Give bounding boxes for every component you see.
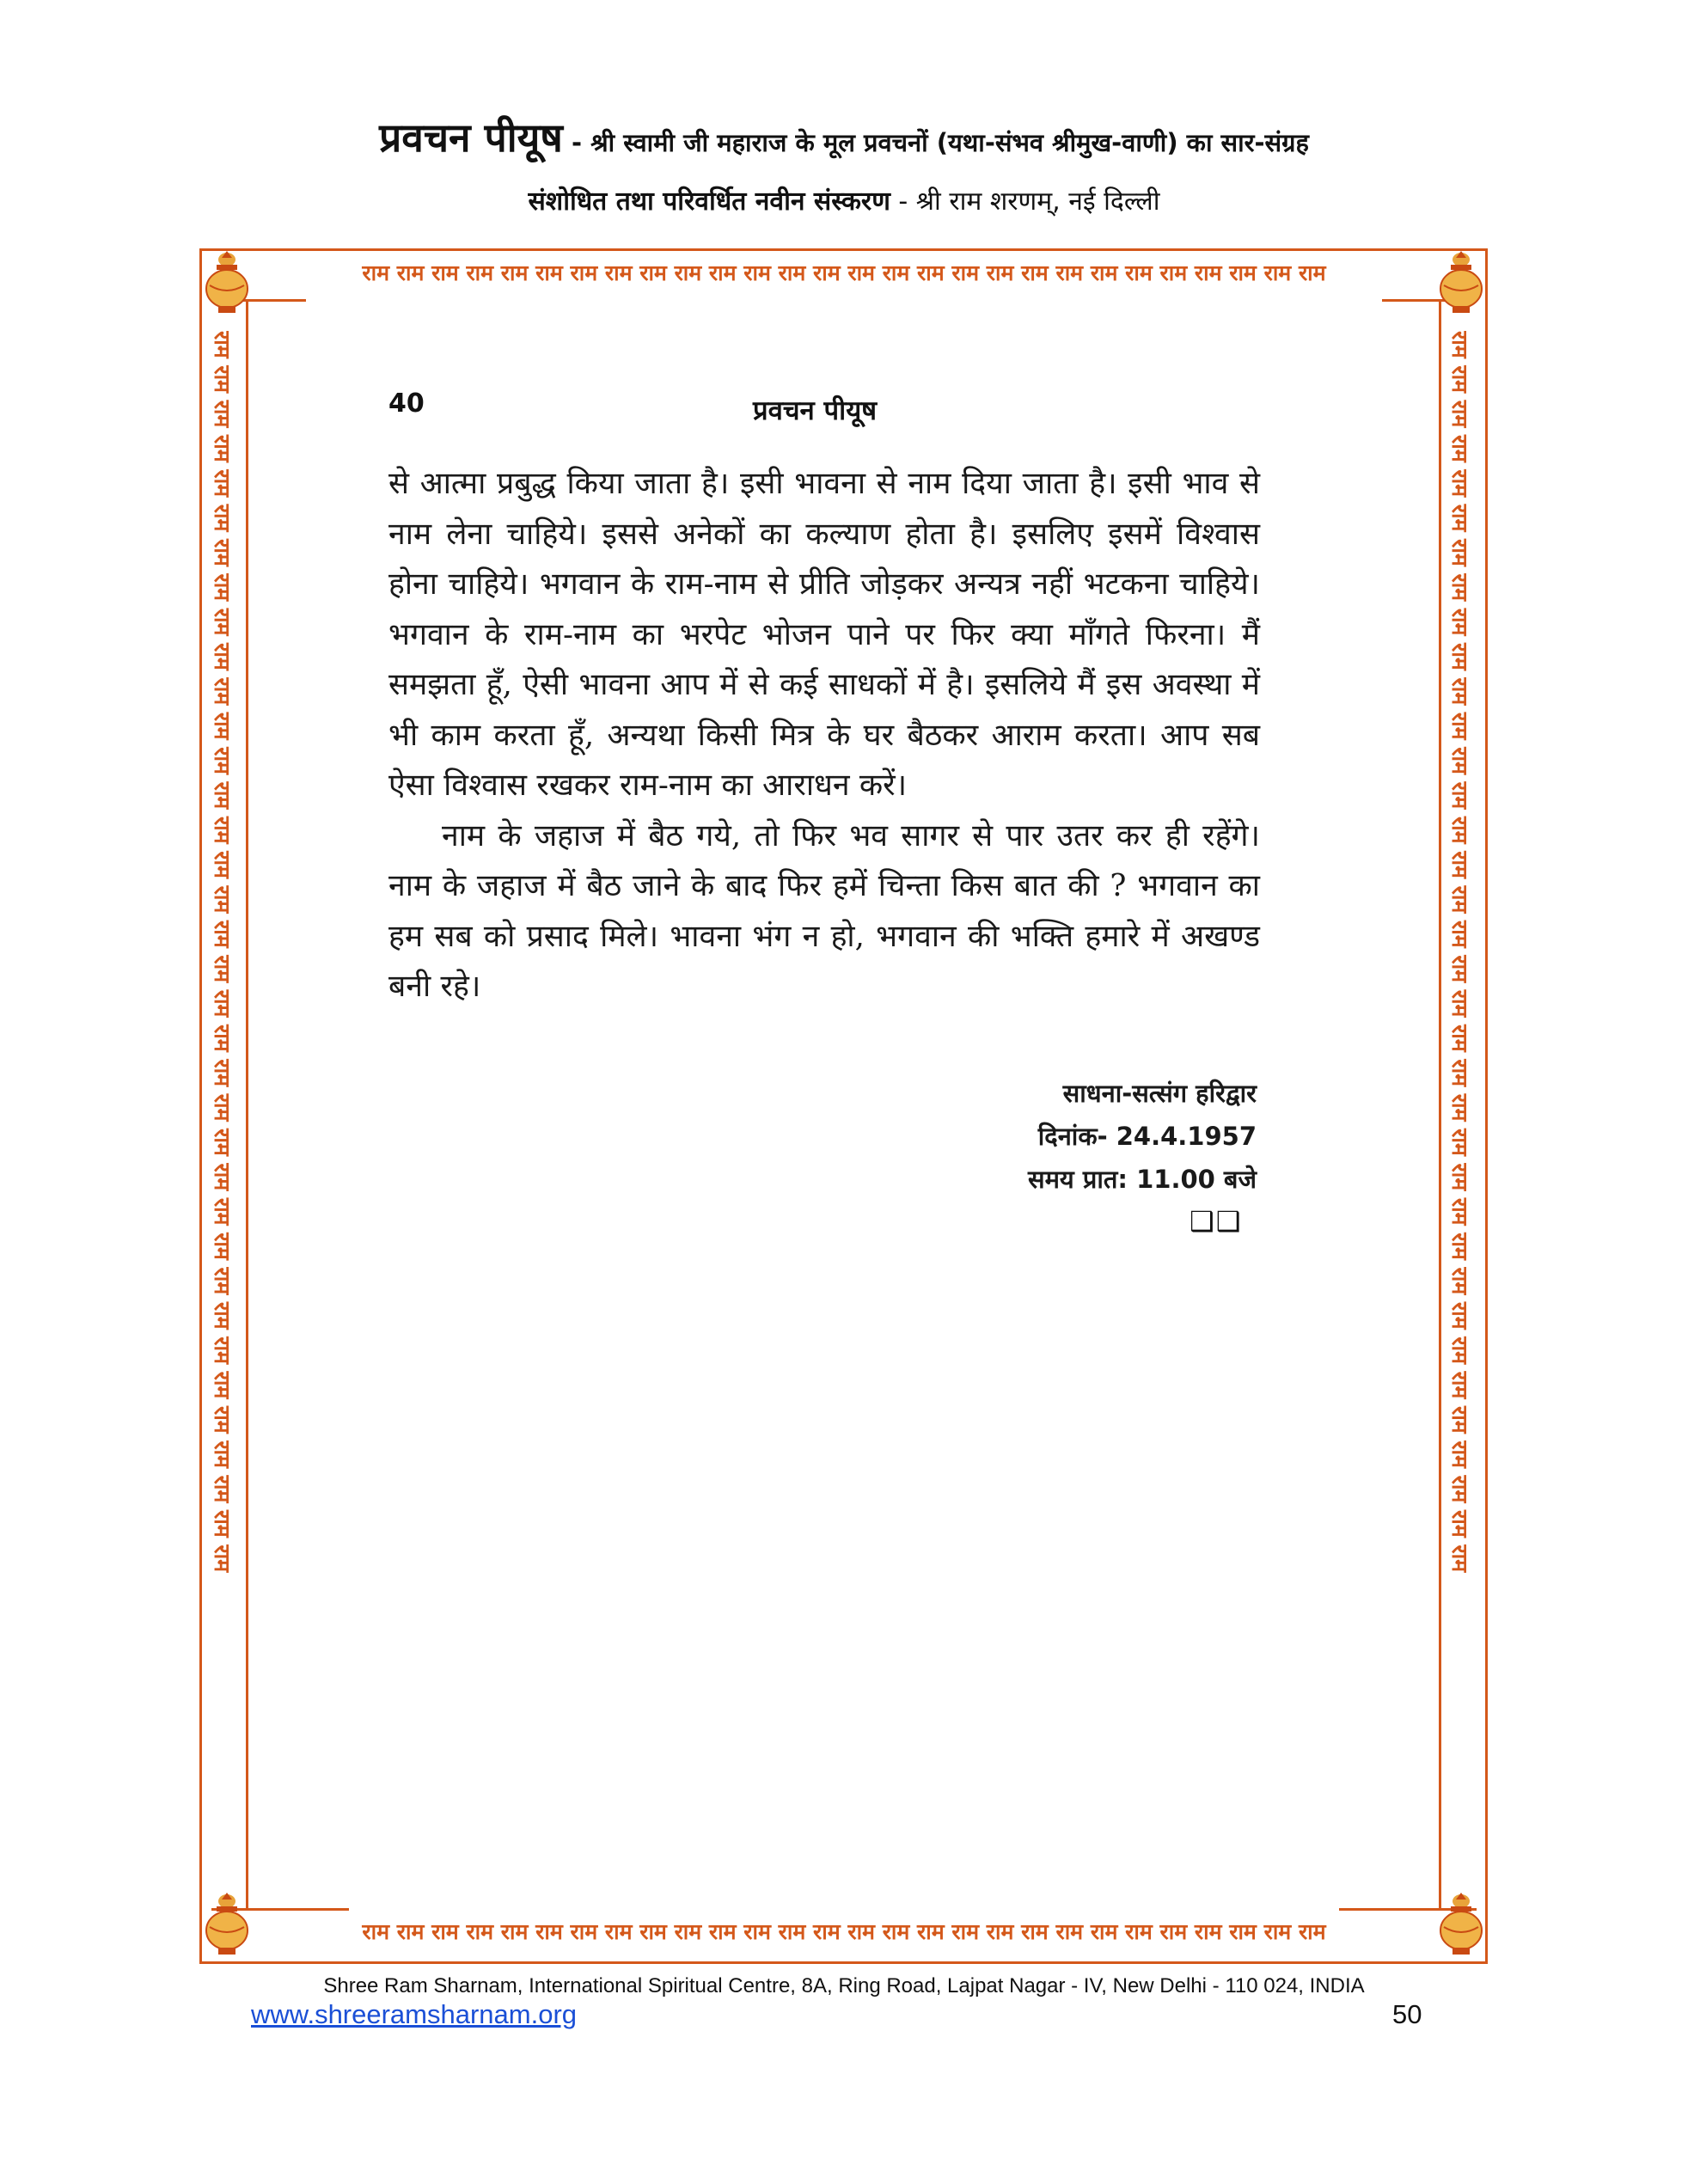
document-title: [0, 110, 1688, 163]
paragraph: नाम के जहाज में बैठ गये, तो फिर भव सागर से पार उतर कर ही रहेंगे। नाम के जहाज में बैठ जाने के बाद फिर हमें चिन्ता किस बात की ? भगवान का हम सब को प्रसाद मिले। भावना भंग न हो, भगवान की भक्ति हमारे में अखण्ड बनी रहे।: [388, 817, 1260, 1004]
running-head: प्रवचन पीयूष: [753, 395, 878, 426]
website-link[interactable]: www.shreeramsharnam.org: [251, 1999, 578, 2029]
ram-border-left-text: राम राम राम राम राम राम राम राम राम राम राम राम राम राम राम राम राम राम राम राम राम राम राम राम राम राम राम राम राम राम राम राम राम राम राम राम: [210, 331, 235, 1573]
book-subtitle: - श्री स्वामी जी महाराज के मूल प्रवचनों (यथा-संभव श्रीमुख-वाणी) का सार-संग्रह: [562, 128, 1309, 157]
inner-line-right: [1439, 301, 1441, 1910]
ram-border-top: राम राम राम राम राम राम राम राम राम राम राम राम राम राम राम राम राम राम राम राम राम राम राम राम राम राम राम राम: [362, 260, 1326, 285]
book-title: प्रवचन पीयूष: [379, 114, 563, 161]
signature-date: दिनांक- 24.4.1957: [1037, 1122, 1257, 1151]
edition-line: [0, 182, 1688, 217]
ram-border-bottom: राम राम राम राम राम राम राम राम राम राम राम राम राम राम राम राम राम राम राम राम राम राम राम राम राम राम राम राम: [362, 1919, 1326, 1944]
signature-place: साधना-सत्संग हरिद्वार: [1062, 1079, 1257, 1108]
edition-publisher: - श्री राम शरणम्, नई दिल्ली: [890, 187, 1160, 217]
ram-border-right-text: राम राम राम राम राम राम राम राम राम राम राम राम राम राम राम राम राम राम राम राम राम राम राम राम राम राम राम राम राम राम राम राम राम राम राम राम: [1447, 331, 1472, 1573]
kalash-icon: [203, 251, 251, 320]
ram-border-left: [206, 331, 244, 1878]
signature-time: समय प्रात: 11.00 बजे: [1027, 1165, 1257, 1194]
footer-address: Shree Ram Sharnam, International Spiritual Centre, 8A, Ring Road, Lajpat Nagar - IV, New Delhi - 110 024, INDIA: [323, 1974, 1365, 1997]
inner-line-left: [246, 301, 248, 1910]
kalash-icon: [203, 1893, 251, 1961]
kalash-icon: [1437, 251, 1485, 320]
pdf-page-number: 50: [1392, 1999, 1422, 2029]
ram-border-right: [1444, 331, 1482, 1878]
paragraph: से आत्मा प्रबुद्ध किया जाता है। इसी भावना से नाम दिया जाता है। इसी भाव से नाम लेना चाहिये। इससे अनेकों का कल्याण होता है। इसलिए इसमें विश्वास होना चाहिये। भगवान के राम-नाम से प्रीति जोड़कर अन्यत्र नहीं भटकना चाहिये। भगवान के राम-नाम का भरपेट भोजन पाने पर फिर क्या माँगते फिरना। मैं समझता हूँ, ऐसी भावना आप में से कई साधकों में है। इसलिये मैं इस अवस्था में भी काम करता हूँ, अन्यथा किसी मित्र के घर बैठकर आराम करता। आप सब ऐसा विश्वास रखकर राम-नाम का आराधन करें।: [388, 466, 1260, 803]
book-page-number: 40: [388, 388, 425, 419]
edition-label: संशोधित तथा परिवर्धित नवीन संस्करण: [528, 187, 890, 217]
kalash-icon: [1437, 1893, 1485, 1961]
end-mark-icon: ❑❑: [1190, 1205, 1243, 1238]
body-text: [388, 459, 1260, 1012]
